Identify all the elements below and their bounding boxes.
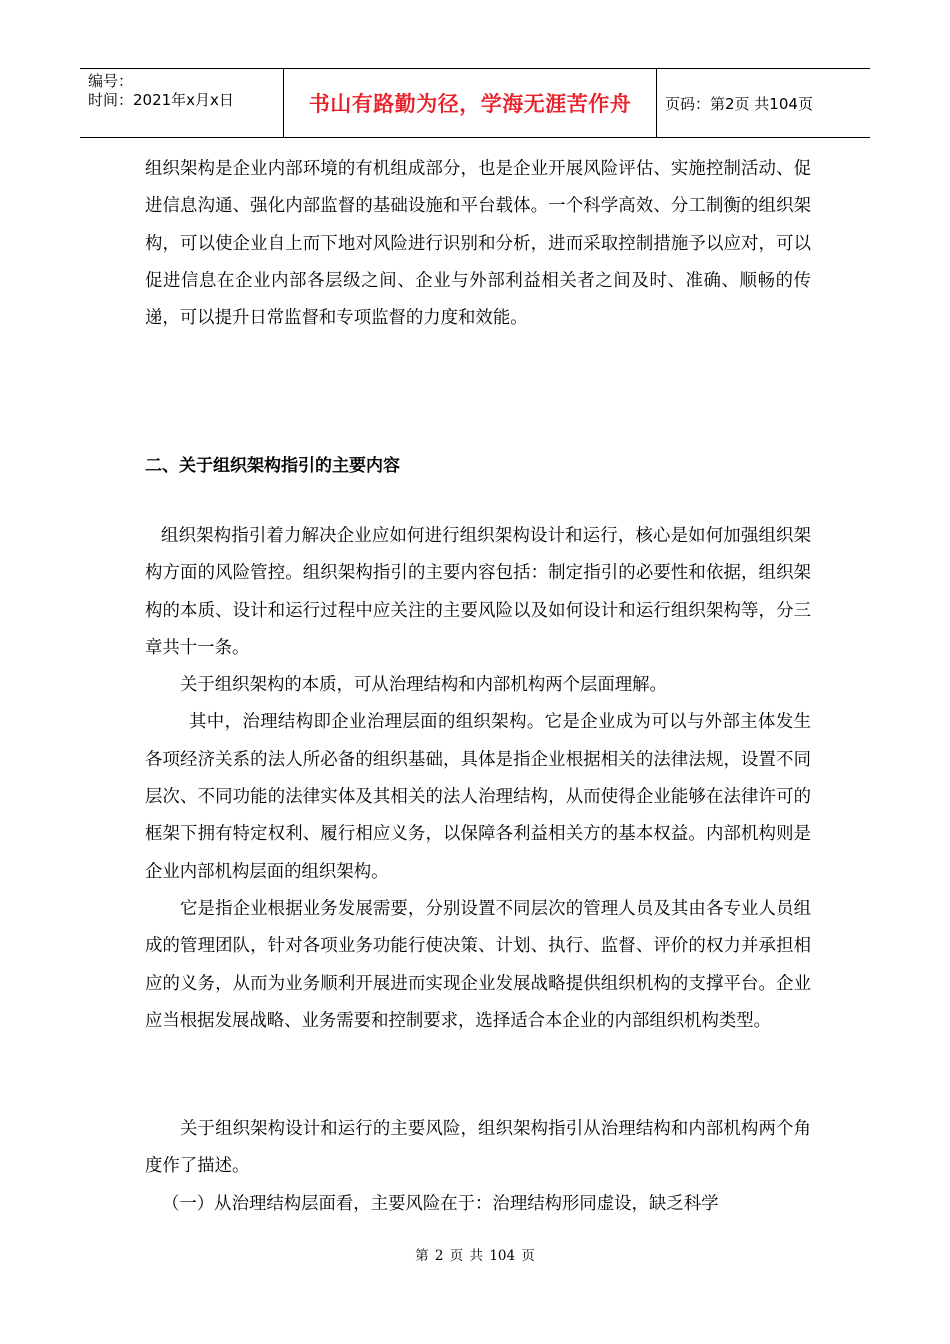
header-page-number: 页码：第2页 共104页 xyxy=(665,94,813,113)
paragraph-text: （一）从治理结构层面看，主要风险在于：治理结构形同虚设，缺乏科学 xyxy=(162,1193,719,1214)
paragraph-body xyxy=(145,518,811,1040)
header-page-cell xyxy=(657,69,870,137)
document-date: 时间：2021年x月x日 xyxy=(88,91,234,109)
footer-page-number: 第 2 页 共 104 页 xyxy=(415,1248,535,1264)
paragraph-text: 关于组织架构设计和运行的主要风险，组织架构指引从治理结构和内部机构两个角度作了描述。 xyxy=(145,1119,811,1177)
paragraph-text: 组织架构是企业内部环境的有机组成部分，也是企业开展风险评估、实施控制活动、促进信息沟通、强化内部监督的基础设施和平台载体。一个科学高效、分工制衡的组织架构，可以使企业自上而下地对风险进行识别和分析，进而采取控制措施予以应对，可以促进信息在企业内部各层级之间、企业与外部利益相关者之间及时、准确、顺畅的传递，可以提升日常监督和专项监督的力度和效能。 xyxy=(145,159,811,329)
section-heading xyxy=(145,448,811,485)
paragraph-text: 关于组织架构的本质，可从治理结构和内部机构两个层面理解。 xyxy=(180,675,667,696)
page-footer xyxy=(0,1244,950,1264)
paragraph-risks xyxy=(145,1111,811,1223)
header-motto-cell xyxy=(284,69,657,137)
section-title: 二、关于组织架构指引的主要内容 xyxy=(145,456,400,476)
paragraph-text: 它是指企业根据业务发展需要，分别设置不同层次的管理人员及其由各专业人员组成的管理团队，针对各项业务功能行使决策、计划、执行、监督、评价的权力并承担相应的义务，从而为业务顺利开展进而实现企业发展战略提供组织机构的支撑平台。企业应当根据发展战略、业务需要和控制要求，选择适合本企业的内部组织机构类型。 xyxy=(145,898,811,1031)
page-header xyxy=(80,68,870,138)
paragraph-intro xyxy=(145,151,811,337)
paragraph-text: 组织架构指引着力解决企业应如何进行组织架构设计和运行，核心是如何加强组织架构方面的风险管控。组织架构指引的主要内容包括：制定指引的必要性和依据，组织架构的本质、设计和运行过程中应关注的主要风险以及如何设计和运行组织架构等，分三章共十一条。 xyxy=(145,526,811,658)
header-meta xyxy=(80,69,284,137)
document-number: 编号： xyxy=(88,72,134,90)
paragraph-text: 其中，治理结构即企业治理层面的组织架构。它是企业成为可以与外部主体发生各项经济关系的法人所必备的组织基础，具体是指企业根据相关的法律法规，设置不同层次、不同功能的法律实体及其相关的法人治理结构，从而使得企业能够在法律许可的框架下拥有特定权利、履行相应义务，以保障各利益相关方的基本权益。内部机构则是企业内部机构层面的组织架构。 xyxy=(145,712,811,882)
header-motto: 书山有路勤为径，学海无涯苦作舟 xyxy=(308,92,632,116)
